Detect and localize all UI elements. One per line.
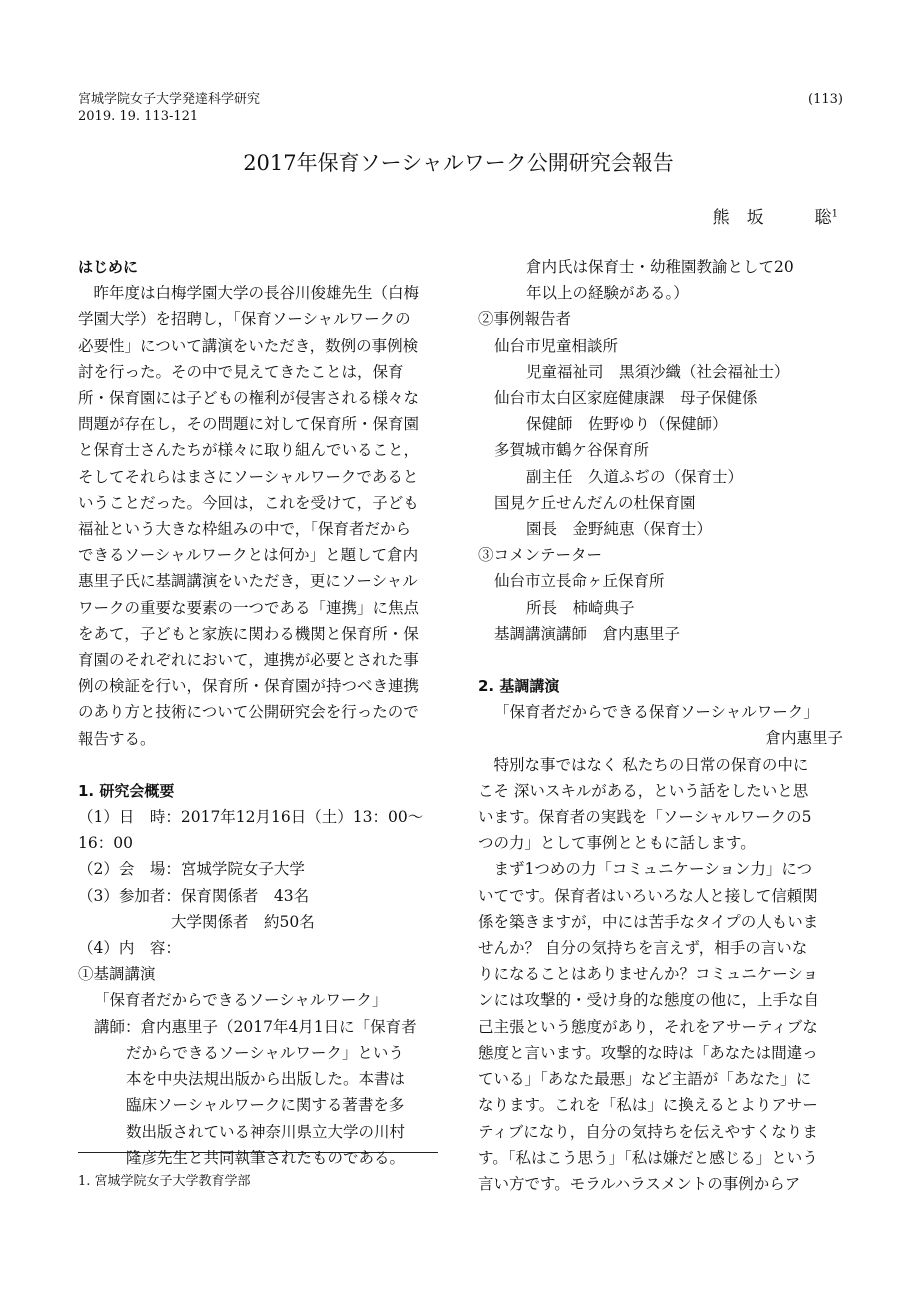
text-line: 倉内氏は保育士・幼稚園教諭として20 xyxy=(526,258,794,276)
text-line: 仙台市児童相談所 xyxy=(494,336,619,355)
text-line: のあり方と技術について公開研究会を行ったので xyxy=(78,703,419,722)
article-title: 2017年保育ソーシャルワーク公開研究会報告 xyxy=(243,151,674,175)
text-line: だからできるソーシャルワーク」という xyxy=(126,1043,404,1062)
text-line: 園長 金野純恵（保育士） xyxy=(526,520,713,539)
section-heading: 2. 基調講演 xyxy=(478,677,560,696)
text-line: 問題が存在し，その問題に対して保育所・保育園 xyxy=(78,415,420,434)
text-line: 惠里子氏に基調講演をいただき，更にソーシャル xyxy=(78,572,418,591)
text-line: す。「私はこう思う」「私は嫌だと感じる」という xyxy=(478,1148,818,1167)
text-line: 大学関係者 約50名 xyxy=(78,912,315,931)
text-line: 例の検証を行い，保育所・保育園が持つべき連携 xyxy=(78,677,420,696)
text-line: 基調講演講師 倉内惠里子 xyxy=(494,624,681,643)
text-line: 特別な事ではなく 私たちの日常の保育の中に xyxy=(478,755,809,774)
text-line: こそ 深いスキルがある，という話をしたいと思 xyxy=(478,781,809,800)
text-line: 臨床ソーシャルワークに関する著書を多 xyxy=(126,1096,405,1115)
right-column xyxy=(478,254,843,1197)
text-line: 所・保育園には子どもの権利が侵害される様々な xyxy=(78,389,420,408)
text-line: 副主任 久道ふぢの（保育士） xyxy=(526,467,744,486)
text-line: ③コメンテーター xyxy=(478,546,603,565)
text-line: ている」「あなた最悪」など主語が「あなた」に xyxy=(478,1070,812,1089)
text-line: いうことだった。今回は，これを受けて，子ども xyxy=(78,493,419,512)
text-line: 講師：倉内惠里子（2017年4月1日に「保育者 xyxy=(94,1017,417,1036)
text-line: いてです。保育者はいろいろな人と接して信頼関 xyxy=(478,886,818,905)
text-line: 隆彦先生と共同執筆されたものである。 xyxy=(126,1148,406,1167)
text-line: 必要性」について講演をいただき，数例の事例検 xyxy=(78,336,419,355)
text-line: 係を築きますが，中には苦手なタイプの人もいま xyxy=(478,912,819,931)
text-line: 本を中央法規出版から出版した。本書は xyxy=(126,1070,406,1089)
text-line: 保健師 佐野ゆり（保健師） xyxy=(526,415,728,434)
text-line: と保育士さんたちが様々に取り組んでいること， xyxy=(78,441,420,460)
text-line: 育園のそれぞれにおいて，連携が必要とされた事 xyxy=(78,651,419,670)
author-name: 熊 坂 聡 xyxy=(712,208,832,228)
text-line: 言い方です。モラルハラスメントの事例からア xyxy=(478,1174,801,1193)
text-line: 己主張という態度があり，それをアサーティブな xyxy=(478,1017,818,1036)
section-heading: はじめに xyxy=(78,258,139,276)
left-column xyxy=(78,254,450,1171)
text-line: 学園大学）を招聘し，「保育ソーシャルワークの xyxy=(78,310,411,329)
text-line: そしてそれらはまさにソーシャルワークであると xyxy=(78,467,419,486)
text-line: ワークの重要な要素の一つである「連携」に焦点 xyxy=(78,598,420,617)
text-line: ①基調講演 xyxy=(78,965,156,984)
text-line: います。保育者の実践を「ソーシャルワークの5 xyxy=(478,808,812,827)
text-line: 福祉という大きな枠組みの中で，「保育者だから xyxy=(78,520,411,539)
text-line: 年以上の経験がある。） xyxy=(526,284,689,303)
footnote: 1. 宮城学院女子大学教育学部 xyxy=(78,1174,251,1189)
text-line: 倉内惠里子 xyxy=(765,729,843,748)
text-line: つの力」として事例とともに話します。 xyxy=(478,834,756,853)
text-line: 昨年度は白梅学園大学の長谷川俊雄先生（白梅 xyxy=(78,284,420,303)
text-line: 「保育者だからできる保育ソーシャルワーク」 xyxy=(494,703,819,722)
section-heading: 1. 研究会概要 xyxy=(78,781,175,800)
text-line: （4）内 容： xyxy=(78,939,181,958)
text-line: 態度と言います。攻撃的な時は「あなたは間違っ xyxy=(478,1043,818,1062)
text-line: （1）日 時：2017年12月16日（土）13：00～16：00 xyxy=(78,808,424,853)
text-line: なります。これを「私は」に換えるとよりアサー xyxy=(478,1096,818,1115)
paragraph-gap xyxy=(478,647,843,673)
text-line: ②事例報告者 xyxy=(478,310,572,329)
footnote-rule xyxy=(78,1152,438,1153)
text-line: ティブになり，自分の気持ちを伝えやすくなりま xyxy=(478,1122,818,1141)
page-number: (113) xyxy=(808,92,843,107)
text-line: 「保育者だからできるソーシャルワーク」 xyxy=(94,991,388,1010)
text-line: 所長 柿崎典子 xyxy=(526,598,635,617)
text-line: 多賀城市鶴ケ谷保育所 xyxy=(494,441,650,460)
journal-name: 宮城学院女子大学発達科学研究 xyxy=(78,92,261,107)
text-line: 数出版されている神奈川県立大学の川村 xyxy=(126,1122,406,1141)
text-line: まず1つめの力「コミュニケーション力」につ xyxy=(478,860,813,879)
text-line: をあて，子どもと家族に関わる機関と保育所・保 xyxy=(78,624,419,643)
text-line: 仙台市太白区家庭健康課 母子保健係 xyxy=(494,389,758,408)
text-line: りになることはありませんか？コミュニケーショ xyxy=(478,965,819,984)
text-line: 報告する。 xyxy=(78,729,156,748)
text-line: （2）会 場：宮城学院女子大学 xyxy=(78,860,305,879)
text-line: 仙台市立長命ヶ丘保育所 xyxy=(494,572,665,591)
journal-citation: 2019. 19. 113-121 xyxy=(78,109,199,124)
author-footnote-mark: 1 xyxy=(831,208,838,220)
text-line: できるソーシャルワークとは何か」と題して倉内 xyxy=(78,546,419,565)
text-line: ンには攻撃的・受け身的な態度の他に，上手な自 xyxy=(478,991,820,1010)
text-line: 国見ケ丘せんだんの杜保育園 xyxy=(494,493,696,512)
author-line xyxy=(0,203,838,228)
paragraph-gap xyxy=(78,752,450,778)
text-line: 児童福祉司 黒須沙織（社会福祉士） xyxy=(526,362,790,381)
text-line: せんか？ 自分の気持ちを言えず，相手の言いな xyxy=(478,939,808,958)
text-line: 討を行った。その中で見えてきたことは，保育 xyxy=(78,362,404,381)
text-line: （3）参加者：保育関係者 43名 xyxy=(78,886,310,905)
